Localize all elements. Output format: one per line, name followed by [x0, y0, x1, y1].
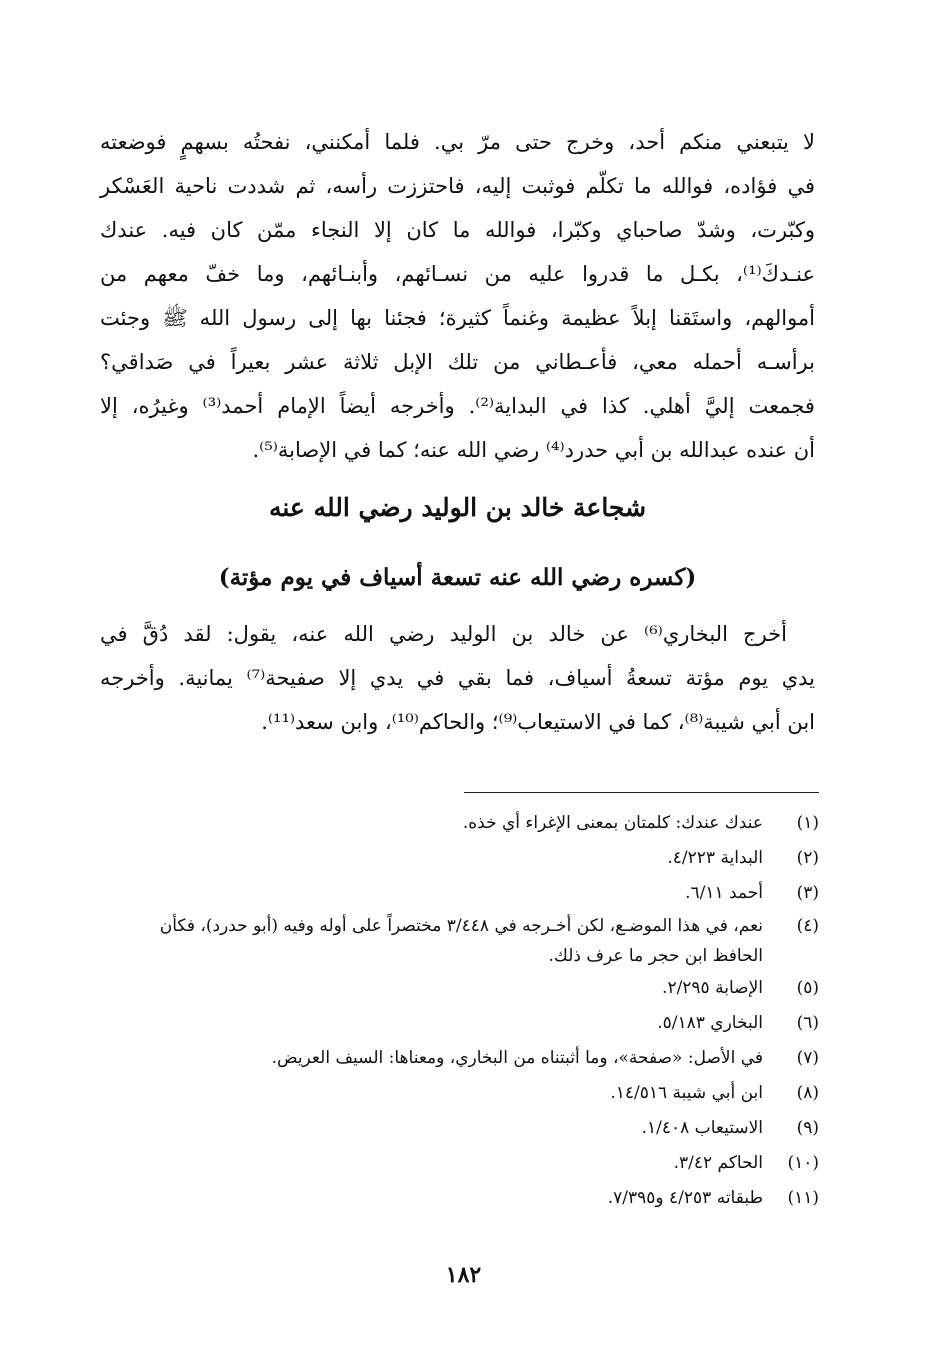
- footnote-item: [119, 1076, 819, 1111]
- footnote-text: الإصابة ٢/٢٩٥.: [662, 978, 763, 998]
- footnote-item: [119, 806, 819, 841]
- footnote-text: الحاكم ٣/٤٢.: [673, 1153, 763, 1173]
- paragraph-line: يدي يوم مؤتة تسعةُ أسياف، فما بقي في يدي إلا صفيحة⁽⁷⁾ يمانية. وأخرجه: [100, 666, 815, 690]
- footnote-number: (١): [796, 813, 819, 833]
- footnote-number: (٨): [796, 1083, 819, 1103]
- footnote-number: (٣): [796, 883, 819, 903]
- section-heading: شجاعة خالد بن الوليد رضي الله عنه: [268, 493, 647, 522]
- paragraph-line: أموالهم، واستَقنا إبلاً عظيمة وغنماً كثيرة؛ فجئنا بها إلى رسول الله ﷺ وجئت: [100, 306, 815, 330]
- paragraph-line: وكبّرت، وشدّ صاحباي وكبّرا، فوالله ما كان إلا النجاء ممّن كان فيه. عندك: [100, 218, 815, 242]
- paragraph-line: ابن أبي شيبة⁽⁸⁾، كما في الاستيعاب⁽⁹⁾؛ والحاكم⁽¹⁰⁾، وابن سعد⁽¹¹⁾.: [261, 710, 815, 734]
- footnote-item: [119, 1041, 819, 1076]
- footnotes-list: [119, 806, 819, 1216]
- footnote-item: [119, 1006, 819, 1041]
- footnote-item: [119, 876, 819, 911]
- footnote-number: (١٠): [787, 1153, 819, 1173]
- paragraph-line: عنـدكَ⁽¹⁾، بكـل ما قدروا عليه من نسـائهم، وأبنـائهم، وما خفّ معهم من: [100, 262, 815, 286]
- paragraph-line: أن عنده عبدالله بن أبي حدرد⁽⁴⁾ رضي الله عنه؛ كما في الإصابة⁽⁵⁾.: [252, 438, 815, 462]
- footnote-text: نعم، في هذا الموضـع، لكن أخـرجه في ٣/٤٤٨ مختصراً على أوله وفيه (أبو حدرد)، فكأن الحافظ ابن حجر ما عرف ذلك.: [159, 916, 763, 966]
- section-subheading: (كسره رضي الله عنه تسعة أسياف في يوم مؤتة): [218, 564, 697, 591]
- paragraph-line: لا يتبعني منكم أحد، وخرج حتى مرّ بي. فلما أمكنني، نفحتُه بسهمٍ فوضعته: [100, 130, 815, 154]
- footnote-number: (٥): [796, 978, 819, 998]
- footnote-item: [119, 1181, 819, 1216]
- footnote-number: (٧): [796, 1048, 819, 1068]
- footnote-text: البداية ٤/٢٢٣.: [667, 848, 763, 868]
- footnote-number: (٢): [796, 848, 819, 868]
- footnote-item: [119, 911, 819, 971]
- footnote-text: البخاري ٥/١٨٣.: [657, 1013, 763, 1033]
- footnote-text: ابن أبي شيبة ١٤/٥١٦.: [610, 1083, 763, 1103]
- footnote-text: أحمد ٦/١١.: [685, 883, 763, 903]
- footnote-item: [119, 1146, 819, 1181]
- paragraph-line: أخرج البخاري⁽⁶⁾ عن خالد بن الوليد رضي الله عنه، يقول: لقد دُقَّ في: [100, 622, 787, 646]
- footnote-text: في الأصل: «صفحة»، وما أثبتناه من البخاري، ومعناها: السيف العريض.: [271, 1048, 763, 1068]
- body-paragraph-1: [100, 120, 815, 472]
- footnote-number: (٩): [796, 1118, 819, 1138]
- footnote-divider: [464, 792, 819, 793]
- footnote-item: [119, 841, 819, 876]
- footnote-number: (١١): [787, 1188, 819, 1208]
- footnote-text: طبقاته ٤/٢٥٣ و٧/٣٩٥.: [607, 1188, 763, 1208]
- footnote-text: عندك عندك: كلمتان بمعنى الإغراء أي خذه.: [462, 813, 763, 833]
- body-paragraph-2: [100, 612, 815, 744]
- paragraph-line: فجمعت إليَّ أهلي. كذا في البداية⁽²⁾. وأخرجه أيضاً الإمام أحمد⁽³⁾ وغيرُه، إلا: [100, 394, 815, 418]
- paragraph-line: في فؤاده، فوالله ما تكلّم فوثبت إليه، فاحتززت رأسه، ثم شددت ناحية العَسْكر: [100, 174, 815, 198]
- footnote-number: (٦): [796, 1013, 819, 1033]
- footnote-item: [119, 1111, 819, 1146]
- footnote-text: الاستيعاب ١/٤٠٨.: [641, 1118, 763, 1138]
- page-number: ١٨٢: [445, 1262, 482, 1288]
- footnote-number: (٤): [796, 916, 819, 936]
- footnote-item: [119, 971, 819, 1006]
- paragraph-line: برأسـه أحمله معي، فأعـطاني من تلك الإبل ثلاثة عشر بعيراً في صَداقي؟: [100, 350, 815, 374]
